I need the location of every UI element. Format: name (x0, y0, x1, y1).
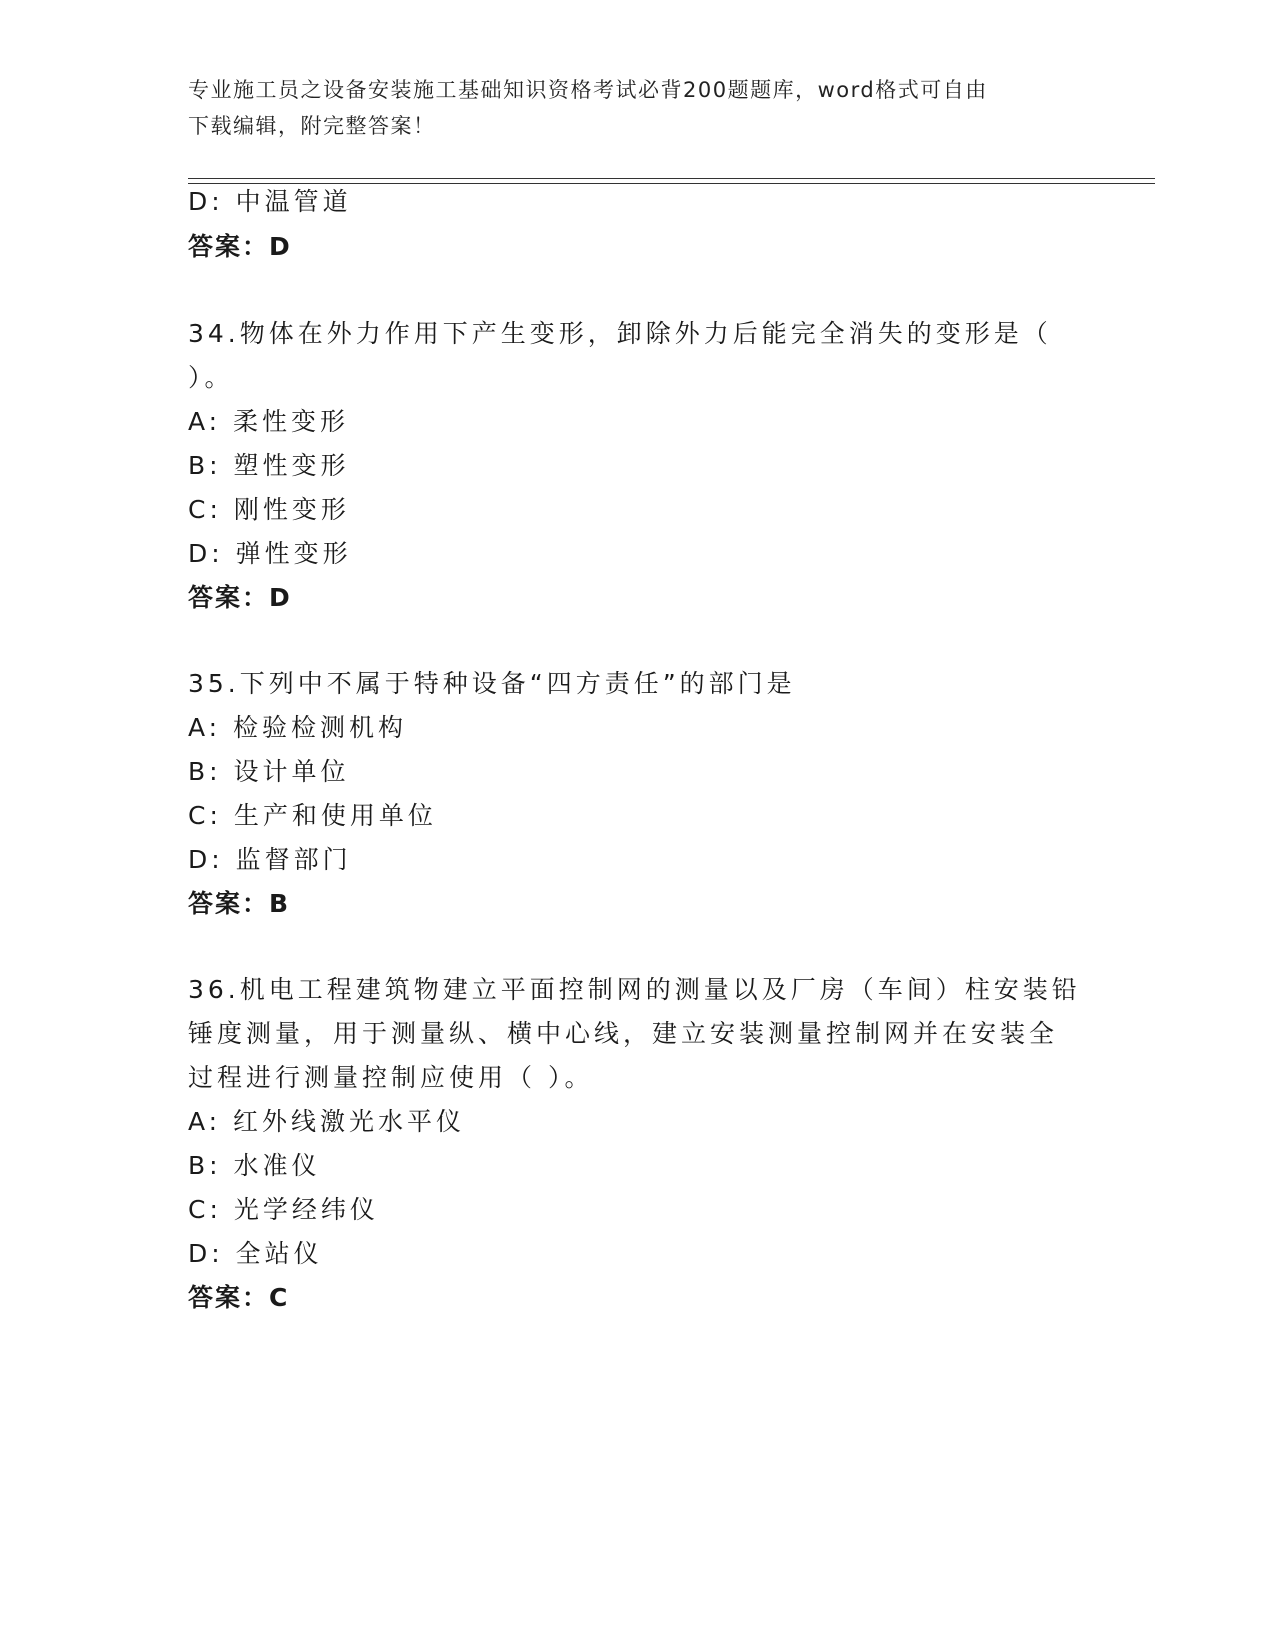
q34-stem-line-1: 34.物体在外力作用下产生变形，卸除外力后能完全消失的变形是（ (188, 319, 1052, 348)
document-header (188, 72, 1068, 144)
q34-option-c: C: 刚性变形 (188, 495, 350, 524)
q35-answer: 答案：B (188, 889, 291, 918)
header-divider-bottom (188, 183, 1155, 184)
q35-option-d: D: 监督部门 (188, 845, 352, 874)
header-divider-top (188, 178, 1155, 179)
q36-answer: 答案：C (188, 1283, 290, 1312)
q36-stem-line-2: 锤度测量，用于测量纵、横中心线，建立安装测量控制网并在安装全 (188, 1019, 1059, 1048)
q34-answer: 答案：D (188, 583, 292, 612)
q35-option-a: A: 检验检测机构 (188, 713, 408, 742)
q35-option-c: C: 生产和使用单位 (188, 801, 437, 830)
q34-option-b: B: 塑性变形 (188, 451, 350, 480)
q35-stem-line-1: 35.下列中不属于特种设备“四方责任”的部门是 (188, 669, 796, 698)
q34-option-a: A: 柔性变形 (188, 407, 350, 436)
q35-option-b: B: 设计单位 (188, 757, 350, 786)
q36-option-d: D: 全站仪 (188, 1239, 323, 1268)
q34-stem-line-2: ）。 (188, 363, 234, 392)
q36-stem-line-3: 过程进行测量控制应使用（ ）。 (188, 1063, 594, 1092)
q36-stem-line-1: 36.机电工程建筑物建立平面控制网的测量以及厂房（车间）柱安装铅 (188, 975, 1081, 1004)
prev-option-d: D: 中温管道 (188, 187, 352, 216)
q36-option-c: C: 光学经纬仪 (188, 1195, 379, 1224)
header-line-1: 专业施工员之设备安装施工基础知识资格考试必背200题题库，word格式可自由 (188, 78, 988, 102)
header-line-2: 下载编辑，附完整答案！ (188, 114, 436, 138)
q36-option-a: A: 红外线激光水平仪 (188, 1107, 466, 1136)
q36-option-b: B: 水准仪 (188, 1151, 321, 1180)
q34-option-d: D: 弹性变形 (188, 539, 352, 568)
prev-answer: 答案：D (188, 232, 292, 261)
